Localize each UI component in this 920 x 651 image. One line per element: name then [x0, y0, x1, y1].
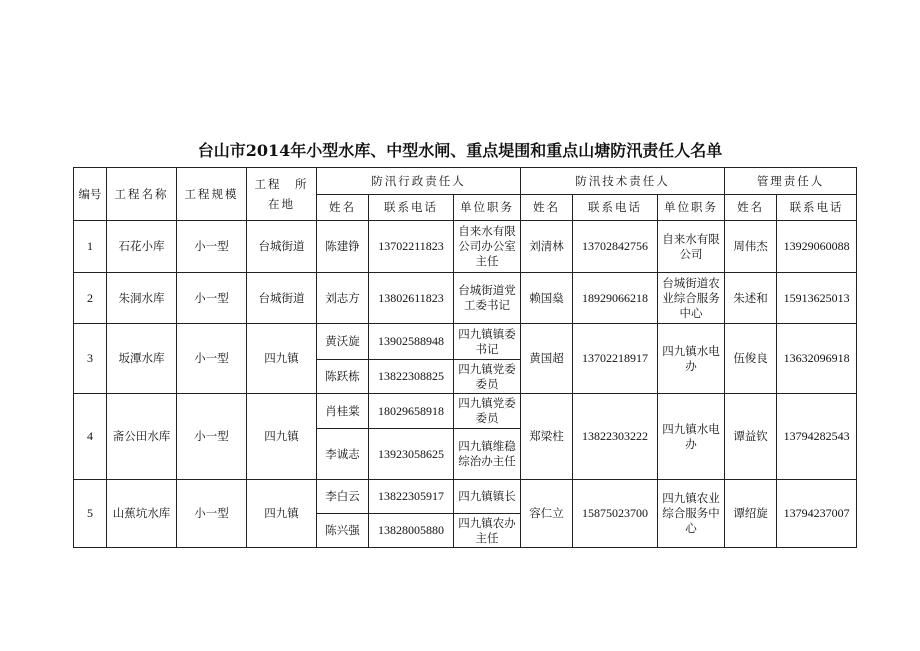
header-admin-name: 姓名: [317, 195, 369, 221]
mgmt-name: 周伟杰: [725, 221, 777, 273]
header-mgmt-name: 姓名: [725, 195, 777, 221]
table-row: [74, 324, 857, 360]
table-row: [74, 480, 857, 514]
project-name: 石花小库: [107, 221, 177, 273]
admin-name: 李诚志: [317, 429, 369, 480]
header-tech-name: 姓名: [521, 195, 573, 221]
header-tech-phone: 联系电话: [573, 195, 658, 221]
project-scale: 小一型: [177, 221, 247, 273]
mgmt-name: 朱述和: [725, 273, 777, 324]
project-scale: 小一型: [177, 324, 247, 394]
mgmt-phone: 13632096918: [777, 324, 857, 394]
admin-position: 四九镇镇长: [454, 480, 521, 514]
header-tech-position: 单位职务: [658, 195, 725, 221]
admin-position: 四九镇党委委员: [454, 360, 521, 394]
mgmt-phone: 15913625013: [777, 273, 857, 324]
admin-phone: 18029658918: [369, 394, 454, 429]
tech-name: 黄国超: [521, 324, 573, 394]
header-admin-position: 单位职务: [454, 195, 521, 221]
project-location: 四九镇: [247, 480, 317, 548]
admin-name: 陈跃栋: [317, 360, 369, 394]
admin-phone: 13702211823: [369, 221, 454, 273]
header-no: 编号: [74, 168, 107, 221]
project-scale: 小一型: [177, 273, 247, 324]
tech-position: 四九镇农业综合服务中心: [658, 480, 725, 548]
admin-name: 刘志方: [317, 273, 369, 324]
mgmt-phone: 13794282543: [777, 394, 857, 480]
admin-position: 自来水有限公司办公室主任: [454, 221, 521, 273]
admin-position: 四九镇维稳综治办主任: [454, 429, 521, 480]
mgmt-name: 谭绍旋: [725, 480, 777, 548]
project-name: 斋公田水库: [107, 394, 177, 480]
mgmt-name: 伍俊良: [725, 324, 777, 394]
table-row: [74, 221, 857, 273]
admin-position: 四九镇镇委书记: [454, 324, 521, 360]
project-location: 四九镇: [247, 324, 317, 394]
project-location: 台城街道: [247, 273, 317, 324]
tech-name: 赖国燊: [521, 273, 573, 324]
tech-position: 台城街道农业综合服务中心: [658, 273, 725, 324]
project-name: 坂潭水库: [107, 324, 177, 394]
header-location: 工程 所在地: [247, 168, 317, 221]
admin-name: 肖桂棠: [317, 394, 369, 429]
tech-phone: 13702842756: [573, 221, 658, 273]
header-mgmt-group: 管理责任人: [725, 168, 857, 195]
project-scale: 小一型: [177, 480, 247, 548]
admin-phone: 13822305917: [369, 480, 454, 514]
admin-phone: 13802611823: [369, 273, 454, 324]
admin-phone: 13923058625: [369, 429, 454, 480]
admin-position: 四九镇农办主任: [454, 514, 521, 548]
admin-position: 四九镇党委委员: [454, 394, 521, 429]
header-admin-group: 防汛行政责任人: [317, 168, 521, 195]
project-no: 1: [74, 221, 107, 273]
header-project-scale: 工程规模: [177, 168, 247, 221]
tech-phone: 18929066218: [573, 273, 658, 324]
header-admin-phone: 联系电话: [369, 195, 454, 221]
mgmt-name: 谭益钦: [725, 394, 777, 480]
tech-phone: 13702218917: [573, 324, 658, 394]
mgmt-phone: 13794237007: [777, 480, 857, 548]
project-location: 台城街道: [247, 221, 317, 273]
tech-name: 郑梁柱: [521, 394, 573, 480]
document-title: 台山市2014年小型水库、中型水闸、重点堤围和重点山塘防汛责任人名单: [197, 141, 723, 160]
admin-name: 黄沃旋: [317, 324, 369, 360]
project-no: 3: [74, 324, 107, 394]
tech-phone: 15875023700: [573, 480, 658, 548]
admin-phone: 13828005880: [369, 514, 454, 548]
admin-name: 陈兴强: [317, 514, 369, 548]
project-no: 5: [74, 480, 107, 548]
project-name: 朱洞水库: [107, 273, 177, 324]
tech-position: 四九镇水电办: [658, 394, 725, 480]
project-no: 2: [74, 273, 107, 324]
tech-name: 容仁立: [521, 480, 573, 548]
project-scale: 小一型: [177, 394, 247, 480]
admin-phone: 13822308825: [369, 360, 454, 394]
tech-position: 四九镇水电办: [658, 324, 725, 394]
admin-name: 陈建铮: [317, 221, 369, 273]
tech-name: 刘清林: [521, 221, 573, 273]
header-tech-group: 防汛技术责任人: [521, 168, 725, 195]
admin-position: 台城街道党工委书记: [454, 273, 521, 324]
table-row: [74, 394, 857, 429]
tech-position: 自来水有限公司: [658, 221, 725, 273]
table-row: [74, 273, 857, 324]
project-location: 四九镇: [247, 394, 317, 480]
responsibility-table: [73, 167, 857, 548]
project-name: 山蕉坑水库: [107, 480, 177, 548]
project-no: 4: [74, 394, 107, 480]
tech-phone: 13822303222: [573, 394, 658, 480]
admin-phone: 13902588948: [369, 324, 454, 360]
mgmt-phone: 13929060088: [777, 221, 857, 273]
header-project-name: 工程名称: [107, 168, 177, 221]
admin-name: 李白云: [317, 480, 369, 514]
header-mgmt-phone: 联系电话: [777, 195, 857, 221]
